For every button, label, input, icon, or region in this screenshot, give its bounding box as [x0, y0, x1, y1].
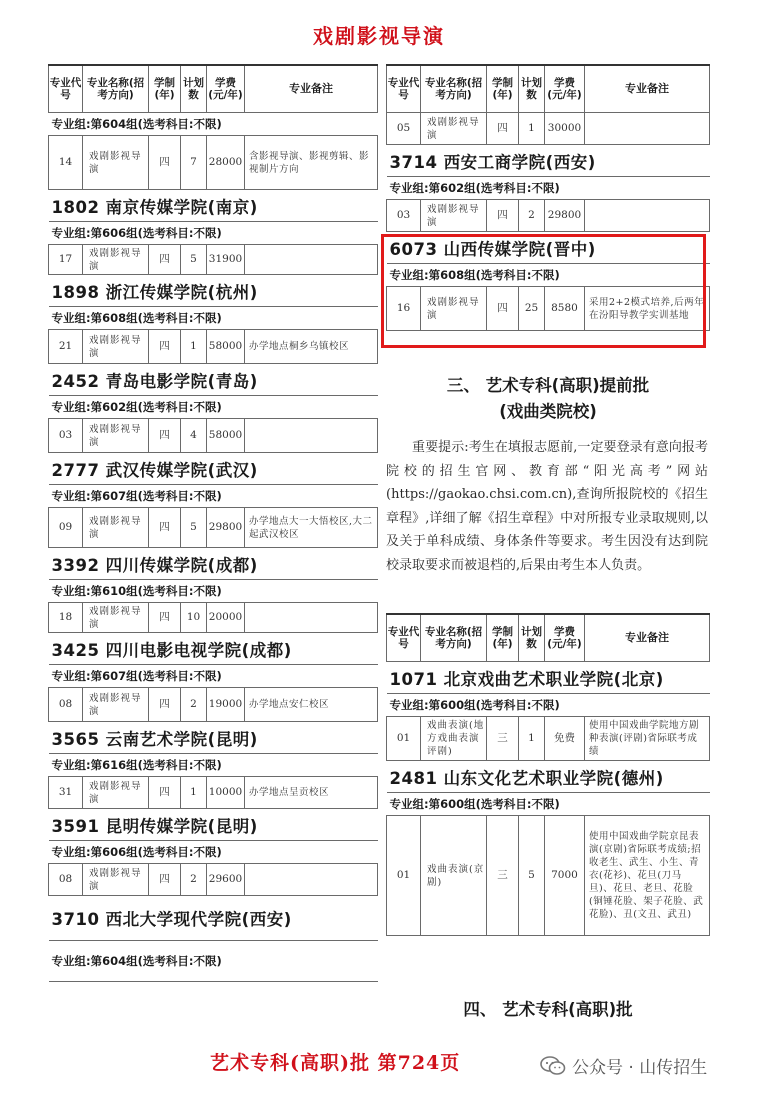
- table-row: [49, 777, 378, 809]
- cell-name: 戏剧影视导演: [83, 136, 149, 190]
- cell-plan: 2: [181, 864, 207, 896]
- table-row: [49, 419, 378, 453]
- cell-plan: 4: [181, 419, 207, 453]
- table-row: [49, 508, 378, 548]
- table-row: [387, 113, 710, 145]
- cell-plan: 10: [181, 603, 207, 633]
- section-3-subtitle: (戏曲类院校): [499, 402, 597, 421]
- school-title: 2452 青岛电影学院(青岛): [49, 364, 378, 396]
- table-row: [387, 200, 710, 232]
- cell-years: 三: [487, 717, 519, 761]
- cell-years: 四: [149, 864, 181, 896]
- header-code: 专业代号: [49, 65, 83, 113]
- cell-plan: 2: [519, 200, 545, 232]
- cell-years: 四: [149, 688, 181, 722]
- table-row: [49, 864, 378, 896]
- cell-note: 办学地点安仁校区: [245, 688, 378, 722]
- school-title: 1802 南京传媒学院(南京): [49, 190, 378, 222]
- header-plan: 计划数: [519, 65, 545, 113]
- cell-years: 四: [149, 508, 181, 548]
- cell-note: [245, 245, 378, 275]
- group-label: 专业组:第607组(选考科目:不限): [49, 485, 378, 508]
- cell-fee: 29800: [545, 200, 585, 232]
- cell-fee: 30000: [545, 113, 585, 145]
- group-label: 专业组:第616组(选考科目:不限): [49, 754, 378, 777]
- cell-note: [585, 113, 710, 145]
- notice-paragraph: 重要提示:考生在填报志愿前,一定要登录有意向报考院校的招生官网、教育部“阳光高考”网站(https://gaokao.chsi.com.cn),查询所报院校的《招生章程》,详细了解《招生章程》中对所报专业录取规则,以及关于单科成绩、身体条件等要求。考生因没有达到院校录取要求而被退档的,后果由考生本人负责。: [386, 440, 708, 573]
- cell-name: 戏剧影视导演: [83, 419, 149, 453]
- school-title: 2481 山东文化艺术职业学院(德州): [387, 761, 710, 793]
- cell-note: [585, 200, 710, 232]
- cell-name: 戏剧影视导演: [83, 245, 149, 275]
- cell-code: 08: [49, 864, 83, 896]
- watermark-text: 公众号 · 山传招生: [572, 1058, 708, 1078]
- cell-fee: 免费: [545, 717, 585, 761]
- cell-note: 办学地点呈贡校区: [245, 777, 378, 809]
- cell-code: 18: [49, 603, 83, 633]
- school-title: 1071 北京戏曲艺术职业学院(北京): [387, 662, 710, 694]
- cell-name: 戏剧影视导演: [83, 864, 149, 896]
- cell-plan: 5: [181, 508, 207, 548]
- wechat-icon: [540, 1056, 566, 1076]
- group-label: 专业组:第610组(选考科目:不限): [49, 580, 378, 603]
- cell-plan: 1: [519, 113, 545, 145]
- table-row: [387, 717, 710, 761]
- cell-code: 08: [49, 688, 83, 722]
- header-code: 专业代号: [387, 614, 421, 662]
- cell-fee: 58000: [207, 419, 245, 453]
- cell-code: 05: [387, 113, 421, 145]
- header-plan: 计划数: [181, 65, 207, 113]
- cell-years: 三: [487, 816, 519, 936]
- cell-plan: 1: [181, 330, 207, 364]
- cell-fee: 29800: [207, 508, 245, 548]
- cell-code: 31: [49, 777, 83, 809]
- header-name: 专业名称(招考方向): [421, 65, 487, 113]
- cell-note: 办学地点大一大悟校区,大二起武汉校区: [245, 508, 378, 548]
- header-years: 学制(年): [487, 614, 519, 662]
- cell-fee: 7000: [545, 816, 585, 936]
- cell-fee: 20000: [207, 603, 245, 633]
- group-label: 专业组:第600组(选考科目:不限): [387, 793, 710, 816]
- cell-name: 戏剧影视导演: [83, 508, 149, 548]
- cell-name: 戏剧影视导演: [83, 688, 149, 722]
- school-title: 3425 四川电影电视学院(成都): [49, 633, 378, 665]
- header-fee: 学费(元/年): [545, 614, 585, 662]
- cell-note: 含影视导演、影视剪辑、影视制片方向: [245, 136, 378, 190]
- left-table: [48, 64, 378, 982]
- cell-fee: 58000: [207, 330, 245, 364]
- cell-note: [245, 603, 378, 633]
- group-label: 专业组:第602组(选考科目:不限): [49, 396, 378, 419]
- cell-note: [245, 419, 378, 453]
- cell-plan: 7: [181, 136, 207, 190]
- header-note: 专业备注: [245, 65, 378, 113]
- cell-years: 四: [149, 136, 181, 190]
- cell-code: 17: [49, 245, 83, 275]
- school-title: 3565 云南艺术学院(昆明): [49, 722, 378, 754]
- school-title: 3710 西北大学现代学院(西安): [49, 896, 378, 941]
- table-row: [49, 245, 378, 275]
- cell-code: 21: [49, 330, 83, 364]
- table-header: [387, 65, 710, 113]
- right-column-lower: [386, 613, 710, 936]
- cell-years: 四: [487, 113, 519, 145]
- cell-name: 戏剧影视导演: [83, 330, 149, 364]
- header-note: 专业备注: [585, 614, 710, 662]
- group-label: 专业组:第600组(选考科目:不限): [387, 694, 710, 717]
- cell-plan: 25: [519, 287, 545, 331]
- cell-fee: 8580: [545, 287, 585, 331]
- cell-code: 16: [387, 287, 421, 331]
- group-label: 专业组:第604组(选考科目:不限): [49, 941, 378, 982]
- cell-name: 戏剧影视导演: [421, 287, 487, 331]
- cell-fee: 19000: [207, 688, 245, 722]
- cell-plan: 5: [519, 816, 545, 936]
- cell-plan: 5: [181, 245, 207, 275]
- group-label: 专业组:第607组(选考科目:不限): [49, 665, 378, 688]
- group-label: 专业组:第604组(选考科目:不限): [49, 113, 378, 136]
- right-table: [386, 64, 710, 331]
- cell-code: 01: [387, 717, 421, 761]
- header-name: 专业名称(招考方向): [83, 65, 149, 113]
- cell-code: 03: [387, 200, 421, 232]
- section-4-title: 四、 艺术专科(高职)批: [463, 1000, 633, 1019]
- cell-name: 戏剧影视导演: [421, 113, 487, 145]
- cell-name: 戏剧影视导演: [83, 603, 149, 633]
- page-footer: 艺术专科(高职)批 第724页: [210, 1052, 461, 1074]
- group-label: 专业组:第602组(选考科目:不限): [387, 177, 710, 200]
- group-label: 专业组:第608组(选考科目:不限): [49, 307, 378, 330]
- school-title: 3714 西安工商学院(西安): [387, 145, 710, 177]
- school-title: 3591 昆明传媒学院(昆明): [49, 809, 378, 841]
- header-code: 专业代号: [387, 65, 421, 113]
- page-title: 戏剧影视导演: [313, 24, 445, 48]
- cell-fee: 31900: [207, 245, 245, 275]
- cell-name: 戏曲表演(京剧): [421, 816, 487, 936]
- cell-plan: 2: [181, 688, 207, 722]
- header-note: 专业备注: [585, 65, 710, 113]
- cell-note: [245, 864, 378, 896]
- table-row: [387, 287, 710, 331]
- table-row: [49, 136, 378, 190]
- cell-plan: 1: [181, 777, 207, 809]
- table-row: [49, 330, 378, 364]
- header-fee: 学费(元/年): [207, 65, 245, 113]
- cell-note: 使用中国戏曲学院京昆表演(京剧)省际联考成绩;招收老生、武生、小生、青衣(花衫)、花旦(刀马旦)、花旦、老旦、花脸(铜锤花脸、架子花脸、武花脸)、丑(文丑、武丑): [585, 816, 710, 936]
- cell-years: 四: [149, 777, 181, 809]
- cell-years: 四: [149, 330, 181, 364]
- cell-note: 使用中国戏曲学院地方剧种表演(评剧)省际联考成绩: [585, 717, 710, 761]
- cell-years: 四: [487, 287, 519, 331]
- cell-fee: 28000: [207, 136, 245, 190]
- cell-code: 09: [49, 508, 83, 548]
- header-name: 专业名称(招考方向): [421, 614, 487, 662]
- section-3-title: 三、 艺术专科(高职)提前批: [446, 376, 650, 395]
- watermark: [540, 1053, 707, 1078]
- cell-code: 01: [387, 816, 421, 936]
- school-title: 2777 武汉传媒学院(武汉): [49, 453, 378, 485]
- right-table-2: [386, 613, 710, 936]
- school-title: 6073 山西传媒学院(晋中): [387, 232, 710, 264]
- table-row: [49, 688, 378, 722]
- cell-note: 办学地点桐乡乌镇校区: [245, 330, 378, 364]
- group-label: 专业组:第606组(选考科目:不限): [49, 841, 378, 864]
- cell-code: 14: [49, 136, 83, 190]
- school-title: 3392 四川传媒学院(成都): [49, 548, 378, 580]
- school-title: 1898 浙江传媒学院(杭州): [49, 275, 378, 307]
- cell-name: 戏曲表演(地方戏曲表演评剧): [421, 717, 487, 761]
- cell-years: 四: [149, 245, 181, 275]
- table-header: [49, 65, 378, 113]
- table-row: [49, 603, 378, 633]
- table-row: [387, 816, 710, 936]
- cell-years: 四: [149, 419, 181, 453]
- cell-name: 戏剧影视导演: [421, 200, 487, 232]
- header-years: 学制(年): [487, 65, 519, 113]
- cell-years: 四: [487, 200, 519, 232]
- cell-plan: 1: [519, 717, 545, 761]
- cell-years: 四: [149, 603, 181, 633]
- left-column: [48, 64, 378, 982]
- cell-fee: 29600: [207, 864, 245, 896]
- table-header: [387, 614, 710, 662]
- group-label: 专业组:第608组(选考科目:不限): [387, 264, 710, 287]
- header-plan: 计划数: [519, 614, 545, 662]
- header-years: 学制(年): [149, 65, 181, 113]
- group-label: 专业组:第606组(选考科目:不限): [49, 222, 378, 245]
- header-fee: 学费(元/年): [545, 65, 585, 113]
- cell-name: 戏剧影视导演: [83, 777, 149, 809]
- cell-note: 采用2+2模式培养,后两年在汾阳导教学实训基地: [585, 287, 710, 331]
- cell-code: 03: [49, 419, 83, 453]
- cell-fee: 10000: [207, 777, 245, 809]
- right-column: [386, 64, 710, 331]
